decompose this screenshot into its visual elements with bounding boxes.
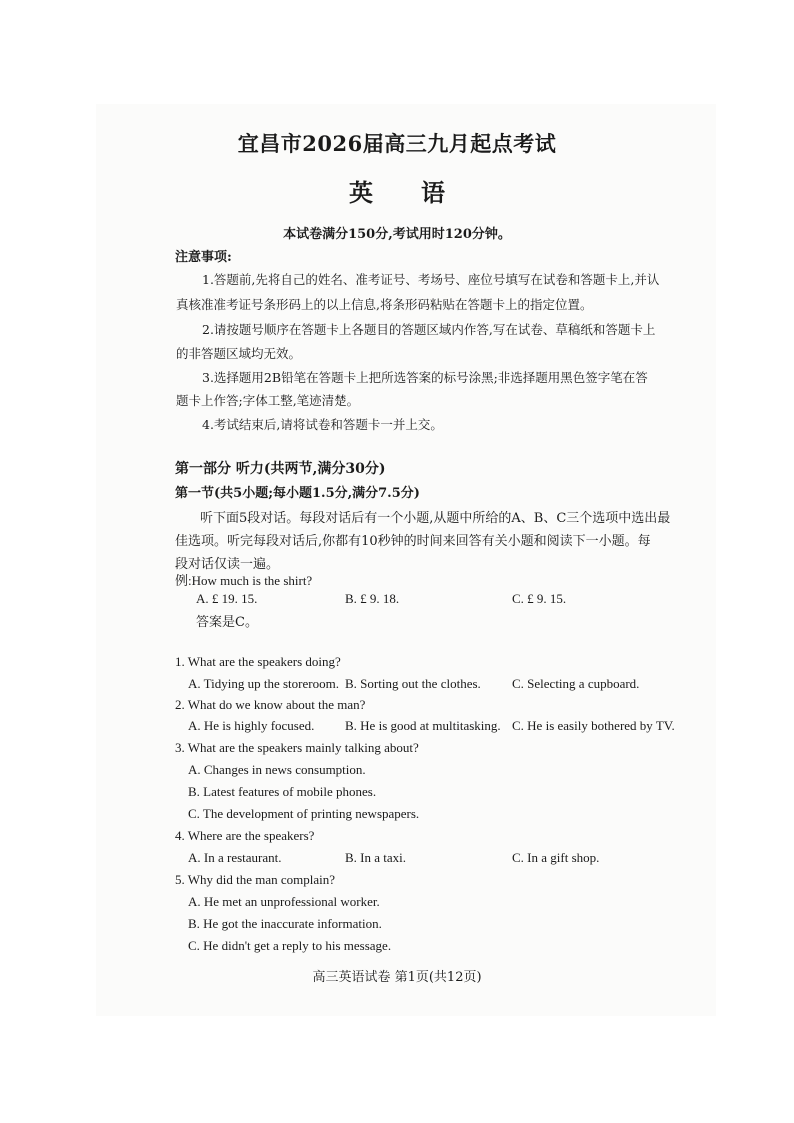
page-footer: 高三英语试卷 第1页(共12页) [312, 970, 482, 985]
question-1-option-b: B. Sorting out the clothes. [345, 676, 481, 691]
example-stem: 例:How much is the shirt? [175, 573, 313, 588]
example-option-c: C. £ 9. 15. [512, 591, 567, 606]
subject-char-2: 语 [421, 178, 445, 207]
notice-item-1-line-1: 1.答题前,先将自己的姓名、准考证号、考场号、座位号填写在试卷和答题卡上,并认 [202, 272, 660, 287]
question-1-stem: 1. What are the speakers doing? [175, 654, 341, 669]
instructions-line-1: 听下面5段对话。每段对话后有一个小题,从题中所给的A、B、C三个选项中选出最 [200, 511, 671, 526]
example-answer: 答案是C。 [196, 615, 258, 630]
instructions-line-3: 段对话仅读一遍。 [175, 557, 280, 572]
exam-title: 宜昌市2026届高三九月起点考试 [237, 131, 557, 156]
example-option-a: A. £ 19. 15. [196, 591, 258, 606]
subject-title [0, 173, 794, 208]
question-3-option-b: B. Latest features of mobile phones. [188, 784, 377, 799]
question-2-option-c: C. He is easily bothered by TV. [512, 718, 675, 733]
question-1-option-c: C. Selecting a cupboard. [512, 676, 640, 691]
instructions-line-2: 佳选项。听完每段对话后,你都有10秒钟的时间来回答有关小题和阅读下一小题。每 [175, 534, 651, 549]
part-1-heading: 第一部分 听力(共两节,满分30分) [175, 461, 386, 477]
section-1-heading: 第一节(共5小题;每小题1.5分,满分7.5分) [175, 486, 420, 501]
subject-char-1: 英 [349, 178, 373, 207]
notice-item-3-line-2: 题卡上作答;字体工整,笔迹清楚。 [176, 393, 360, 408]
question-1-option-a: A. Tidying up the storeroom. [188, 676, 339, 691]
question-4-stem: 4. Where are the speakers? [175, 828, 315, 843]
notice-item-2-line-2: 的非答题区域均无效。 [176, 346, 302, 361]
question-4-option-c: C. In a gift shop. [512, 850, 600, 865]
notice-item-2-line-1: 2.请按题号顺序在答题卡上各题目的答题区域内作答,写在试卷、草稿纸和答题卡上 [202, 322, 656, 337]
question-5-stem: 5. Why did the man complain? [175, 872, 336, 887]
question-3-option-a: A. Changes in news consumption. [188, 762, 366, 777]
question-5-option-c: C. He didn't get a reply to his message. [188, 938, 392, 953]
question-2-option-b: B. He is good at multitasking. [345, 718, 501, 733]
notice-item-4: 4.考试结束后,请将试卷和答题卡一并上交。 [202, 417, 443, 432]
example-option-b: B. £ 9. 18. [345, 591, 400, 606]
notice-item-1-line-2: 真核准准考证号条形码上的以上信息,将条形码粘贴在答题卡上的指定位置。 [176, 297, 593, 312]
notice-item-3-line-1: 3.选择题用2B铅笔在答题卡上把所选答案的标号涂黑;非选择题用黑色签字笔在答 [202, 370, 648, 385]
question-2-option-a: A. He is highly focused. [188, 718, 315, 733]
question-4-option-a: A. In a restaurant. [188, 850, 282, 865]
notice-heading: 注意事项: [175, 250, 232, 265]
question-4-option-b: B. In a taxi. [345, 850, 407, 865]
question-3-option-c: C. The development of printing newspapers. [188, 806, 420, 821]
question-5-option-b: B. He got the inaccurate information. [188, 916, 382, 931]
score-info: 本试卷满分150分,考试用时120分钟。 [283, 227, 511, 242]
question-3-stem: 3. What are the speakers mainly talking about? [175, 740, 419, 755]
question-2-stem: 2. What do we know about the man? [175, 697, 366, 712]
question-5-option-a: A. He met an unprofessional worker. [188, 894, 380, 909]
